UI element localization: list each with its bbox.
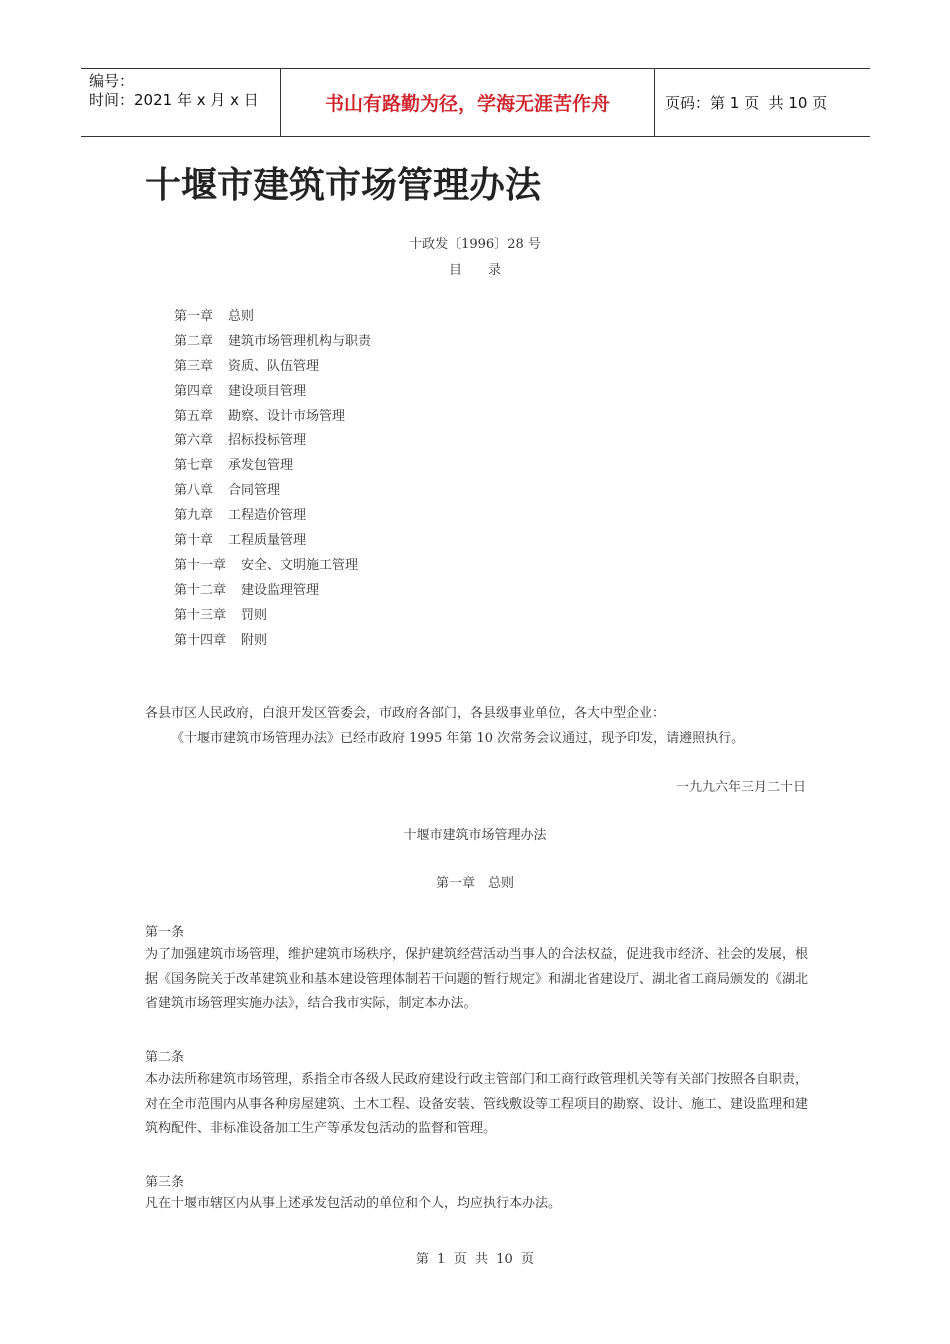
toc-chapter: 第五章 [174, 408, 214, 424]
toc-item [174, 532, 371, 557]
toc-name: 建设项目管理 [228, 383, 307, 399]
regulation-subtitle: 十堰市建筑市场管理办法 [403, 828, 547, 843]
toc-heading: 目 录 [448, 263, 501, 278]
article-label: 第三条 [145, 1175, 185, 1190]
issue-date: 一九九六年三月二十日 [675, 780, 806, 795]
toc-chapter: 第十三章 [174, 607, 227, 623]
toc-name: 承发包管理 [228, 458, 294, 474]
toc-chapter: 第三章 [174, 358, 214, 374]
toc-name: 资质、队伍管理 [228, 358, 320, 374]
toc-chapter: 第十章 [174, 533, 214, 549]
toc-chapter: 第一章 [174, 309, 214, 324]
toc-name: 合同管理 [228, 483, 281, 499]
toc-name: 招标投标管理 [228, 433, 307, 449]
time-label: 时间：2021 年 x 月 x 日 [89, 91, 259, 109]
toc-name: 工程造价管理 [228, 508, 307, 524]
toc-item [174, 482, 371, 507]
number-label: 编号： [89, 72, 135, 90]
toc-name: 安全、文明施工管理 [241, 557, 359, 573]
toc-item [174, 457, 371, 482]
article-text: 本办法所称建筑市场管理，系指全市各级人民政府建设行政主管部门和工商行政管理机关等有关部门按照各自职责，对在全市范围内从事各种房屋建筑、土木工程、设备安装、管线敷设等工程项目的勘察、设计、施工、建设监理和建筑构配件、非标准设备加工生产等承发包活动的监督和管理。 [145, 1072, 809, 1136]
toc-item [174, 358, 371, 383]
toc-chapter: 第八章 [174, 483, 214, 499]
addressees: 各县市区人民政府，白浪开发区管委会，市政府各部门，各县级事业单位，各大中型企业： [145, 706, 666, 721]
document-number: 十政发〔1996〕28 号 [409, 237, 541, 252]
toc-item [174, 333, 371, 358]
toc-chapter: 第二章 [174, 333, 214, 349]
toc-item [174, 557, 371, 582]
toc-chapter: 第七章 [174, 458, 214, 474]
toc-item [174, 432, 371, 457]
toc-item [174, 582, 371, 607]
toc-item [174, 383, 371, 408]
chapter-heading: 第一章 总则 [435, 876, 514, 891]
toc-item [174, 408, 371, 433]
toc-chapter: 第四章 [174, 383, 214, 399]
toc-item [174, 507, 371, 532]
document-title: 十堰市建筑市场管理办法 [145, 164, 542, 206]
toc-name: 建筑市场管理机构与职责 [228, 333, 372, 349]
toc-item [174, 607, 371, 632]
toc-name: 工程质量管理 [228, 533, 307, 549]
toc-name: 附则 [241, 632, 268, 648]
toc-name: 罚则 [241, 607, 268, 623]
page-info-text: 页码：第 1 页 共 10 页 [665, 94, 828, 112]
article-text: 为了加强建筑市场管理，维护建筑市场秩序，保护建筑经营活动当事人的合法权益，促进我市经济、社会的发展，根据《国务院关于改革建筑业和基本建设管理体制若干问题的暂行规定》和湖北省建设厅、湖北省工商局颁发的《湖北省建筑市场管理实施办法》，结合我市实际，制定本办法。 [145, 947, 809, 1011]
toc-name: 勘察、设计市场管理 [228, 408, 346, 424]
header-page-info [655, 69, 870, 136]
page-header [81, 68, 870, 137]
notice-text: 《十堰市建筑市场管理办法》已经市政府 1995 年第 10 次常务会议通过，现予印发，请遵照执行。 [171, 731, 745, 746]
toc-item [174, 632, 371, 657]
article-text: 凡在十堰市辖区内从事上述承发包活动的单位和个人，均应执行本办法。 [145, 1196, 562, 1211]
page-footer: 第 1 页 共 10 页 [415, 1252, 535, 1267]
toc-chapter: 第十二章 [174, 582, 227, 598]
toc-chapter: 第十一章 [174, 557, 227, 573]
header-motto: 书山有路勤为径，学海无涯苦作舟 [281, 69, 655, 136]
article-label: 第一条 [145, 925, 185, 940]
toc-chapter: 第九章 [174, 508, 214, 524]
toc-chapter: 第六章 [174, 433, 214, 449]
header-meta [81, 69, 281, 136]
toc-name: 总则 [228, 309, 255, 324]
toc-name: 建设监理管理 [241, 582, 320, 598]
table-of-contents [174, 308, 371, 656]
toc-item [174, 308, 371, 333]
article-label: 第二条 [145, 1050, 185, 1065]
toc-chapter: 第十四章 [174, 632, 227, 648]
